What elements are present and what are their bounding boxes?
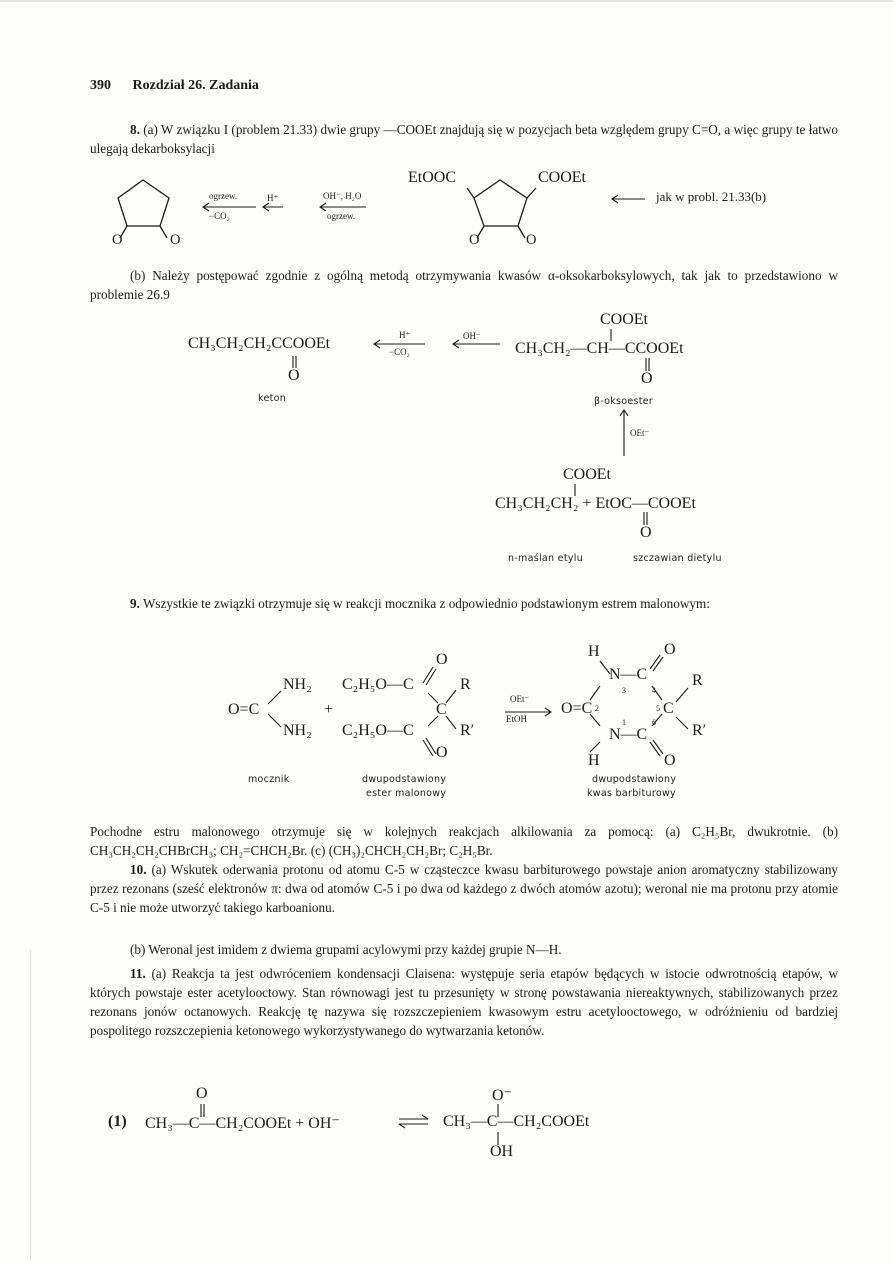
arrow-label-ogrzew: ogrzew. <box>209 191 238 201</box>
ketone-oxygen-left: O <box>112 232 123 248</box>
reference-note: jak w probl. 21.33(b) <box>656 189 767 204</box>
plus-sign: + <box>324 701 334 718</box>
barbiturate-h-bottom: H <box>588 752 600 769</box>
malonate-central-c: C <box>436 701 447 718</box>
barbiturate-carbonyl: O=C <box>561 700 593 717</box>
ester-cooet-top: COOEt <box>600 311 648 328</box>
problem-text: Pochodne estru malonowego otrzymuje się w kolejnych reakcjach alkilowania za pomocą: (a) C₂H₅Br, dwukrotnie. (b) CH₃CH₂CH₂CHBrCH₃; CH₂=CHCH₂Br. (c) (CH₃)₂CHCH₂CH₂Br; C₂H₅Br. <box>90 824 838 858</box>
keton-oxygen: O <box>288 367 300 384</box>
barbiturate-o-top: O <box>664 641 676 658</box>
arrow-label-etoh: EtOH <box>506 714 527 724</box>
arrow-label-oh-h2o: OH⁻, H₂O <box>323 191 362 201</box>
ketone-oxygen-right: O <box>170 232 181 248</box>
barbiturate-h-top: H <box>588 643 600 660</box>
acetoacetate-oxygen: O <box>196 1085 208 1102</box>
barbiturate-n-bottom: N—C <box>609 726 648 743</box>
label-dwupodstawiony-2: dwupodstawiony <box>592 774 677 785</box>
diester-oxygen-right: O <box>526 232 537 248</box>
etooc-group: EtOOC <box>408 169 456 186</box>
label-szczawian-dietylu: szczawian dietylu <box>633 553 722 564</box>
problem-text: (a) Wskutek oderwania protonu od atomu C-5 w cząsteczce kwasu barbiturowego powstaje anion aromatyczny stabilizowany przez rezonans (sześć elektronów π: dwa od atomów C-5 i po dwa od każdego z dwóch atomów azotu); weronal nie ma protonu przy atomie C-5 i nie może utworzyć takiego karboanionu. <box>90 862 839 915</box>
ring-number-4: 4 <box>652 686 656 695</box>
malonate-r: R <box>460 676 471 693</box>
problem-number: 11. <box>130 966 146 981</box>
reaction-label: (1) <box>108 1113 127 1130</box>
lower-cooet: COOEt <box>563 466 611 483</box>
barbiturate-n-top: N—C <box>609 666 648 683</box>
malonate-ester-top: C₂H₅O—C <box>342 676 414 693</box>
barbiturate-c5: C <box>663 700 674 717</box>
page-number: 390 <box>90 78 111 93</box>
problem-text: (b) Należy postępować zgodnie z ogólną metodą otrzymywania kwasów α-oksokarboksylowych, tak jak to przedstawiono w problemie 26.9 <box>90 268 838 302</box>
problem-text: (b) Weronal jest imidem z dwiema grupami acylowymi przy każdej grupie N—H. <box>130 942 562 957</box>
reaction-right-side: CH₃—C—CH₂COOEt <box>443 1113 590 1130</box>
label-n-maslan-etylu: n-maślan etylu <box>508 553 584 564</box>
ring-number-3: 3 <box>622 686 626 695</box>
barbiturate-r: R <box>692 672 703 689</box>
ring-number-2: 2 <box>595 704 599 713</box>
problem-text: (a) Reakcja ta jest odwróceniem kondensacji Claisena: występuje seria etapów będących w istocie odwrotnością etapów, w których powstaje ester acetylooctowy. Stan równowagi jest tu przesunięty w stronę powstawania niereaktywnych, stabilizowanych przez rezonans jonów octanowych. Reakcję tę nazywa się rozszczepieniem kwasowym estru acetylooctowego, w odróżnieniu od bardziej pospolitego rozszczepienia ketonowego wykorzystywanego do wytwarzania ketonów. <box>90 966 839 1038</box>
label-kwas-barbiturowy: kwas barbiturowy <box>587 788 676 799</box>
label-beta-oksoester: β-oksoester <box>594 396 654 407</box>
label-dwupodstawiony: dwupodstawiony <box>362 774 447 785</box>
arrow-label-minus-co2: −CO₂ <box>209 211 230 221</box>
problem-text: Wszystkie te związki otrzymuje się w reakcji mocznika z odpowiednio podstawionym estrem malonowym: <box>142 596 710 611</box>
ring-number-1: 1 <box>622 718 626 727</box>
problem-number: 9. <box>130 596 140 611</box>
ring-number-6: 6 <box>652 718 656 727</box>
keton-formula: CH₃CH₂CH₂CCOOEt <box>188 335 331 352</box>
label-keton: keton <box>258 393 287 404</box>
tetrahedral-oh: OH <box>490 1143 514 1160</box>
urea-carbonyl: O=C <box>228 701 260 718</box>
ester-formula: CH₃CH₂—CH—CCOOEt <box>515 340 684 357</box>
arrow-label-oet: OEt⁻ <box>510 694 530 704</box>
label-mocznik: mocznik <box>248 774 290 785</box>
malonate-o-bottom: O <box>436 744 448 761</box>
arrow-label-oh-minus: OH⁻ <box>463 331 481 341</box>
problem-number: 10. <box>130 862 147 877</box>
urea-nh2-top: NH₂ <box>283 676 312 693</box>
reaction-left-side: CH₃—C—CH₂COOEt + OH⁻ <box>145 1115 340 1132</box>
malonate-o-top: O <box>436 651 448 668</box>
malonate-r-prime: R′ <box>460 722 475 739</box>
problem-text: (a) W związku I (problem 21.33) dwie grupy —COOEt znajdują się w pozycjach beta względem grupy C=O, a więc grupy te łatwo ulegają dekarboksylacji <box>90 122 839 156</box>
barbiturate-r-prime: R′ <box>692 722 707 739</box>
chapter-title: Rozdział 26. Zadania <box>132 78 259 93</box>
barbiturate-o-bottom: O <box>664 752 676 769</box>
arrow-label-h-plus: H⁺ <box>399 330 411 340</box>
diester-oxygen-left: O <box>469 232 480 248</box>
tetrahedral-o-minus: O⁻ <box>492 1087 512 1104</box>
arrow-label-oet-minus: OEt⁻ <box>630 428 650 438</box>
arrow-label-ogrzew-2: ogrzew. <box>327 211 356 221</box>
ester-oxygen: O <box>641 370 653 387</box>
urea-nh2-bottom: NH₂ <box>283 722 312 739</box>
ring-number-5: 5 <box>656 704 660 713</box>
problem-number: 8. <box>130 122 140 137</box>
label-ester-malonowy: ester malonowy <box>366 788 447 799</box>
cooet-group: COOEt <box>538 169 586 186</box>
arrow-label-h-plus: H⁺ <box>267 193 279 203</box>
malonate-ester-bottom: C₂H₅O—C <box>342 722 414 739</box>
lower-oxygen: O <box>640 524 652 541</box>
lower-formula: CH₃CH₂CH₂ + EtOC—COOEt <box>495 495 696 512</box>
arrow-label-minus-co2: −CO₂ <box>389 347 410 357</box>
